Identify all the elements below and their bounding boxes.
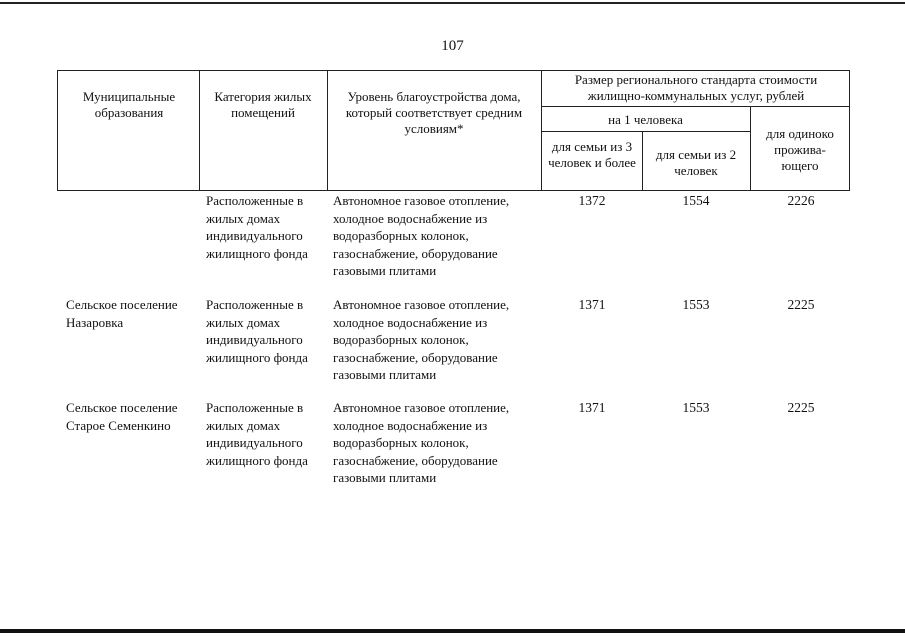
row3-level: Автономное газовое отопление, холодное водоснабжение из водоразборных колонок, газоснабжение, оборудование газовыми плитами — [333, 400, 510, 485]
row1-category: Расположенные в жилых домах индивидуального жилищного фонда — [206, 193, 308, 261]
row3-category: Расположенные в жилых домах индивидуального жилищного фонда — [206, 400, 308, 468]
col-line-6 — [849, 70, 850, 191]
header-family2: для семьи из 2 человек — [655, 147, 737, 178]
col-line-1 — [199, 70, 200, 191]
header-top-line — [57, 70, 850, 71]
row2-municipality: Сельское поселение Назаровка — [66, 297, 178, 330]
header-single: для одиноко прожива-ющего — [766, 126, 834, 173]
row1-single: 2226 — [787, 193, 815, 208]
row3-family2: 1553 — [682, 400, 710, 415]
row3-municipality: Сельское поселение Старое Семенкино — [66, 400, 178, 433]
standard-divider-line — [541, 106, 850, 107]
row1-level: Автономное газовое отопление, холодное водоснабжение из водоразборных колонок, газоснабжение, оборудование газовыми плитами — [333, 193, 510, 278]
col-line-5 — [750, 106, 751, 191]
header-level: Уровень благоустройства дома, который соответствует средним условиям* — [345, 89, 523, 136]
header-per-person: на 1 человека — [608, 112, 683, 127]
col-line-4 — [642, 131, 643, 191]
row1-family2: 1554 — [682, 193, 710, 208]
per-person-divider-line — [541, 131, 750, 132]
header-family3: для семьи из 3 человек и более — [548, 139, 636, 170]
top-border-rule — [0, 2, 905, 4]
header-municipality: Муниципальные образования — [82, 89, 176, 120]
header-category: Категория жилых помещений — [214, 89, 312, 120]
row3-family3: 1371 — [578, 400, 606, 415]
col-line-2 — [327, 70, 328, 191]
row2-level: Автономное газовое отопление, холодное водоснабжение из водоразборных колонок, газоснабжение, оборудование газовыми плитами — [333, 297, 510, 382]
row1-family3: 1372 — [578, 193, 606, 208]
bottom-border-rule — [0, 629, 905, 633]
header-bottom-line — [57, 190, 850, 191]
header-standard: Размер регионального стандарта стоимости жилищно-коммунальных услуг, рублей — [574, 72, 818, 103]
row3-single: 2225 — [787, 400, 815, 415]
row2-family2: 1553 — [682, 297, 710, 312]
row2-category: Расположенные в жилых домах индивидуального жилищного фонда — [206, 297, 308, 365]
row2-single: 2225 — [787, 297, 815, 312]
page-number: 107 — [441, 38, 464, 54]
row2-family3: 1371 — [578, 297, 606, 312]
col-line-3 — [541, 70, 542, 191]
col-line-0 — [57, 70, 58, 191]
